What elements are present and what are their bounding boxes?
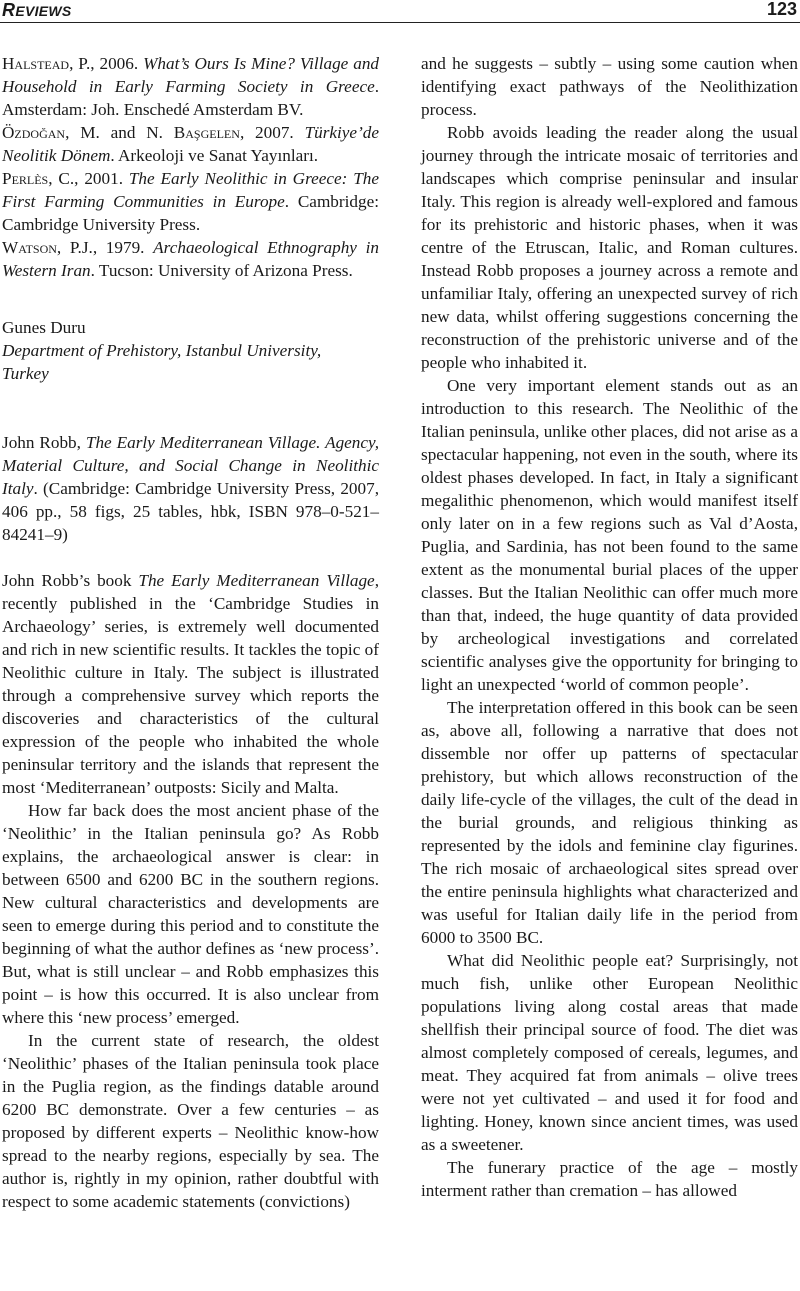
ref-author-initial: W (2, 238, 19, 257)
ref-author-smallcaps: erlès (11, 169, 49, 188)
ref-author-smallcaps: zdoğan (14, 123, 66, 142)
reviewer-name: Gunes Duru (2, 318, 86, 337)
body-paragraph: One very important element stands out as an introduction to this research. The Neolithic of the Italian peninsula, unlike other places, did not arise as a spectacular happening, not even in the south, where its oldest phases developed. In fact, in Italy a significant megalithic phenomenon, which would manifest itself only later on in a few regions such as Val d’Aosta, Puglia, and Sardinia, has not been found to the same extent as the monumental burial places of the upper classes. But the Italian Neolithic can offer much more than that, indeed, the huge quantity of data provided by archeological investigations and correlated scientific analyses give the opportunity for bringing to light an unexpected ‘world of common people’. (421, 376, 798, 694)
reference-entry (2, 167, 379, 236)
running-header (0, 0, 800, 23)
body-paragraph: What did Neolithic people eat? Surprisingly, not much fish, unlike other European Neolithic populations living along costal areas that made shellfish their principal source of food. The diet was almost completely composed of cereals, legumes, and meat. They acquired fat from animals – olive trees were not yet cultivated – and used it for food and lighting. Honey, known since ancient times, was used as a sweetener. (421, 951, 798, 1154)
ref-title: Archaeological Ethnography in Western Iran (2, 238, 379, 280)
ref-title: Türkiye’de Neolitik Dönem (2, 123, 380, 165)
reviewer-affiliation (2, 339, 379, 385)
body-paragraph: The funerary practice of the age – mostly interment rather than cremation – has allowed (421, 1158, 798, 1200)
journal-section-title (2, 0, 72, 21)
body-paragraph: Robb avoids leading the reader along the usual journey through the intricate mosaic of territories and landscapes which comprise peninsular and insular Italy. This region is already well-explored and famous for its prehistoric and historic phases, when it was centre of the Etruscan, Italic, and Roman cultures. Instead Robb proposes a journey across a remote and unfamiliar Italy, offering an unexpected survey of rich new data, whilst offering suggestions concerning the reconstruction of the prehistoric universe and of the people who inhabited it. (421, 123, 798, 372)
ref-author2-initial: B (173, 123, 186, 142)
left-column (2, 52, 379, 1213)
ref-author-initial: P (2, 169, 12, 188)
book-citation (2, 431, 379, 546)
body-paragraph: In the current state of research, the oldest ‘Neolithic’ phases of the Italian peninsula took place in the Puglia region, as the findings datable around 6200 BC demonstrate. Over a few centuries – as proposed by different experts – Neolithic know-how spread to the nearby regions, especially by sea. The author is, rightly in my opinion, rather doubtful with respect to some academic statements (convictions) (2, 1031, 379, 1211)
spacer (2, 282, 379, 316)
ref-publisher: . Amsterdam: Joh. Enschedé Amsterdam BV. (2, 77, 379, 119)
ref-author-rest: , P.J., 1979. (56, 238, 154, 257)
book-author: John Robb, (2, 433, 86, 452)
ref-publisher: . Cambridge: Cambridge University Press. (2, 192, 379, 234)
ref-author-rest: , P., 2006. (69, 54, 144, 73)
ref-author-initial: H (2, 54, 15, 73)
body-paragraph: and he suggests – subtly – using some caution when identifying exact pathways of the Neolithization process. (421, 54, 798, 119)
ref-author-smallcaps: atson (18, 238, 57, 257)
book-details: . (Cambridge: Cambridge University Press, 2007, 406 pp., 58 figs, 25 tables, hbk, ISBN 978–0-521–84241–9) (2, 479, 379, 544)
header-title-initial: R (2, 0, 16, 20)
body-paragraph: The interpretation offered in this book can be seen as, above all, following a narrative that does not dissemble nor offer up patterns of spectacular prehistory, but which allows reconstruction of the daily life-cycle of the villages, the cult of the dead in the burial grounds, and religious thinking as represented by the idols and feminine clay figurines. The rich mosaic of archaeological sites spread over the entire peninsula highlights what characterized and was useful for Italian daily life in the period from 6000 to 3500 BC. (421, 698, 798, 947)
paragraph-italic-title: The Early Mediterranean Village (138, 571, 375, 590)
ref-author-rest: , M. and N. (65, 123, 174, 142)
spacer (2, 546, 379, 569)
ref-author-rest: , C., 2001. (48, 169, 129, 188)
body-paragraph (2, 569, 379, 799)
ref-publisher: . Arkeoloji ve Sanat Yayınları. (110, 146, 319, 165)
ref-author2-smallcaps: aşgelen (185, 123, 240, 142)
ref-author-smallcaps: alstead (14, 54, 70, 73)
ref-publisher: . Tucson: University of Arizona Press. (90, 261, 353, 280)
paragraph-text: John Robb’s book (2, 571, 139, 590)
reference-entry (2, 236, 379, 282)
affiliation-line: Department of Prehistory, Istanbul University, (2, 341, 322, 360)
reference-entry (2, 121, 379, 167)
header-title-rest: EVIEWS (15, 3, 72, 19)
paragraph-text: , recently published in the ‘Cambridge Studies in Archaeology’ series, is extremely well documented and rich in new scientific results. It tackles the topic of Neolithic culture in Italy. The subject is illustrated through a comprehensive survey which reports the discoveries and characteristics of the cultural expression of the people who inhabited the whole peninsular territory and the islands that represent the most ‘Mediterranean’ outposts: Sicily and Malta. (2, 571, 379, 797)
spacer (2, 385, 379, 431)
reference-entry (2, 52, 379, 121)
page-number: 123 (766, 0, 797, 19)
ref-year: , 2007. (239, 123, 305, 142)
right-column (421, 52, 798, 1202)
body-paragraph: How far back does the most ancient phase of the ‘Neolithic’ in the Italian peninsula go? As Robb explains, the archaeological answer is clear: in between 6500 and 6200 BC in the southern regions. New cultural characteristics and developments are seen to emerge during this period and to constitute the beginning of what the author defines as ‘new process’. But, what is still unclear – and Robb emphasizes this point – is how this occurred. It is also unclear from where this ‘new process’ emerged. (2, 801, 379, 1027)
ref-title: The Early Neolithic in Greece: The First Farming Communities in Europe (2, 169, 380, 211)
affiliation-line: Turkey (2, 364, 49, 383)
book-title: The Early Mediterranean Village. Agency, Material Culture, and Social Change in Neolithic Italy (2, 433, 380, 498)
ref-author-initial: Ö (2, 123, 15, 142)
ref-title: What’s Ours Is Mine? Village and Household in Early Farming Society in Greece (2, 54, 380, 96)
